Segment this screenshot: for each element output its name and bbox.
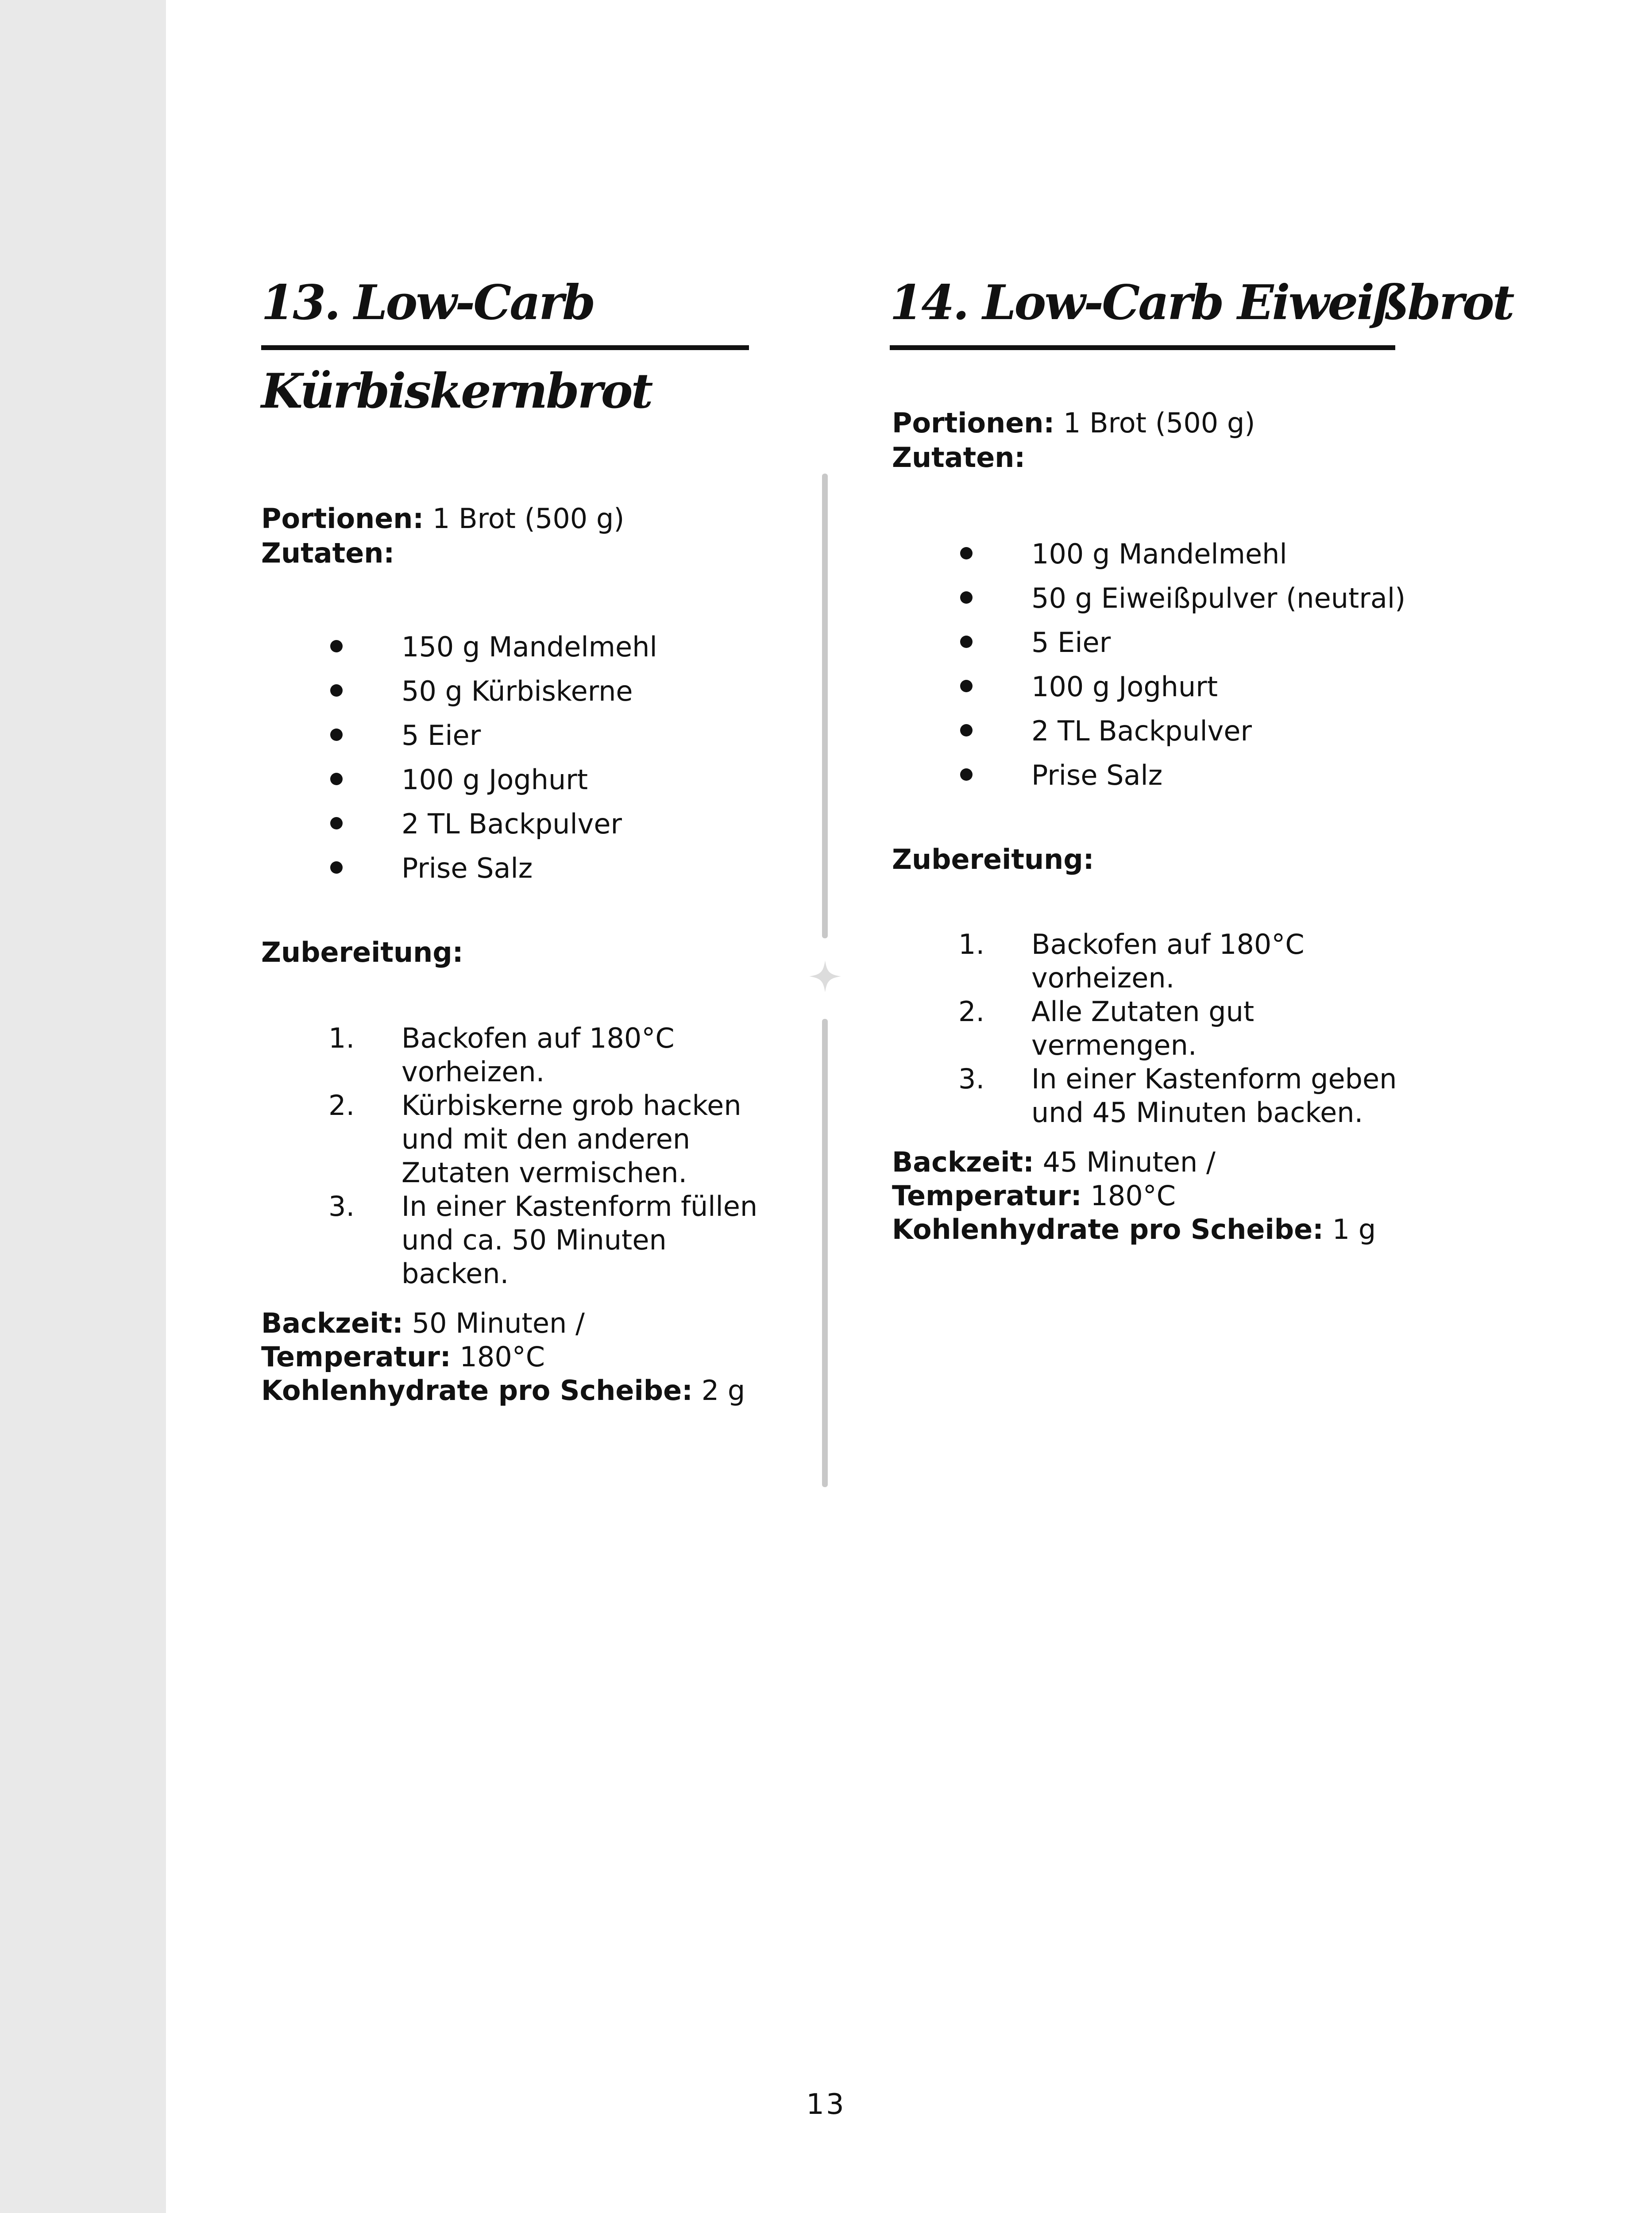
portions-label: Portionen: — [261, 502, 424, 535]
ingredients-label: Zutaten: — [261, 537, 395, 569]
recipe-14-steps-list — [958, 928, 1410, 1130]
portions-value: 1 Brot (500 g) — [432, 502, 625, 535]
column-divider-top — [822, 474, 828, 938]
recipe-14-portions: Portionen: 1 Brot (500 g) Zutaten: — [892, 407, 1255, 474]
bullet-icon — [330, 684, 343, 697]
recipe-14-title-rule — [890, 345, 1395, 350]
ingredient-item: 100 g Joghurt — [337, 758, 657, 802]
step-item: 3. In einer Kastenform geben und 45 Minuten backen. — [958, 1063, 1397, 1129]
ingredient-item: 50 g Kürbiskerne — [337, 669, 657, 713]
ingredient-item: 150 g Mandelmehl — [337, 625, 657, 669]
step-item: 3. In einer Kastenform füllen und ca. 50 Minuten backen. — [328, 1190, 758, 1290]
ingredient-item: Prise Salz — [967, 753, 1405, 798]
bullet-icon — [330, 729, 343, 741]
page-number: 13 — [806, 2088, 846, 2121]
recipe-14-title: 14. Low-Carb Eiweißbrot — [890, 275, 1513, 331]
bullet-icon — [960, 591, 973, 604]
recipe-14-bake-info: Backzeit: 45 Minuten / Temperatur: 180°C Kohlenhydrate pro Scheibe: 1 g — [892, 1146, 1376, 1245]
recipe-13-ingredients-list — [337, 625, 657, 891]
step-item: 1. Backofen auf 180°C vorheizen. — [328, 1022, 675, 1088]
recipe-13-title-line1: 13. Low-Carb — [261, 275, 594, 331]
recipe-13-title — [261, 275, 594, 331]
recipe-13-steps-list — [328, 1022, 771, 1291]
step-item: 1. Backofen auf 180°C vorheizen. — [958, 928, 1305, 994]
bullet-icon — [960, 636, 973, 648]
divider-star-icon — [808, 960, 842, 993]
bullet-icon — [330, 773, 343, 785]
recipe-13-title-rule — [261, 345, 749, 350]
recipe-13-portions — [261, 501, 624, 571]
bullet-icon — [960, 547, 973, 559]
recipe-13-prep-heading: Zubereitung: — [261, 936, 463, 968]
ingredient-item: 5 Eier — [337, 713, 657, 758]
bullet-icon — [330, 817, 343, 829]
recipe-13-bake-info: Backzeit: 50 Minuten / Temperatur: 180°C Kohlenhydrate pro Scheibe: 2 g — [261, 1307, 745, 1407]
step-item: 2. Alle Zutaten gut vermengen. — [958, 995, 1254, 1061]
ingredient-item: 100 g Joghurt — [967, 665, 1405, 709]
bullet-icon — [960, 724, 973, 736]
ingredient-item: 100 g Mandelmehl — [967, 532, 1405, 576]
ingredient-item: 50 g Eiweißpulver (neutral) — [967, 576, 1405, 621]
page-margin-gutter — [0, 0, 166, 2213]
bullet-icon — [330, 861, 343, 874]
ingredient-item: 2 TL Backpulver — [967, 709, 1405, 753]
recipe-14-ingredients-list — [967, 532, 1405, 798]
recipe-13-title-line2: Kürbiskernbrot — [261, 363, 652, 419]
bullet-icon — [960, 768, 973, 781]
bullet-icon — [330, 640, 343, 652]
step-item: 2. Kürbiskerne grob hacken und mit den anderen Zutaten vermischen. — [328, 1089, 741, 1189]
bullet-icon — [960, 680, 973, 692]
column-divider-bottom — [822, 1019, 828, 1487]
recipe-14-prep-heading: Zubereitung: — [892, 843, 1094, 875]
ingredient-item: 2 TL Backpulver — [337, 802, 657, 846]
ingredient-item: Prise Salz — [337, 846, 657, 891]
ingredient-item: 5 Eier — [967, 621, 1405, 665]
